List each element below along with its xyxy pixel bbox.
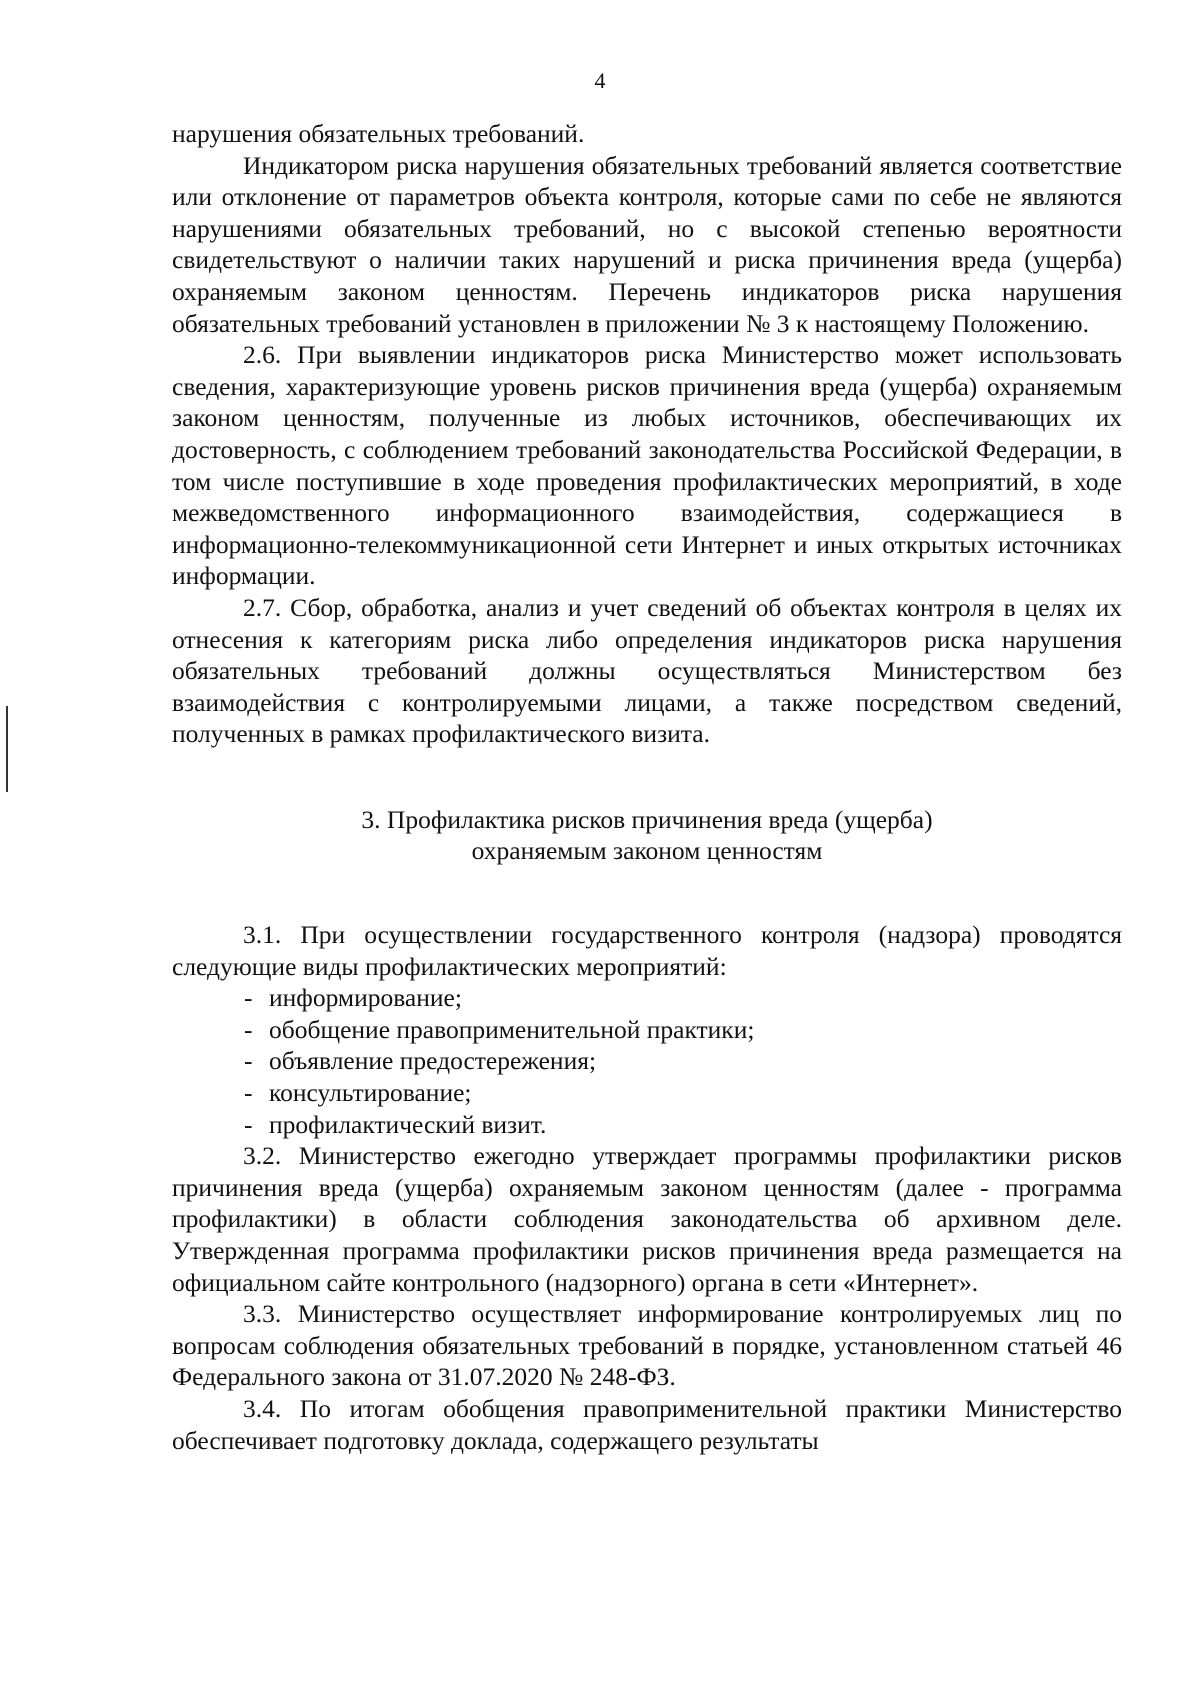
paragraph-3-1: 3.1. При осуществлении государственного контроля (надзора) проводятся следующие виды профилактических мероприятий: [172, 920, 1122, 981]
list-item: - консультирование; [244, 1078, 472, 1108]
dash-marker: - [244, 1046, 253, 1076]
dash-marker: - [244, 1109, 253, 1139]
list-item: - информирование; [244, 983, 462, 1013]
section-heading-line-2: охраняемым законом ценностям [471, 836, 823, 866]
paragraph-2-7: 2.7. Сбор, обработка, анализ и учет сведений об объектах контроля в целях их отнесения к категориям риска либо определения индикаторов риска нарушения обязательных требований должны осуществляться Министерством без взаимодействия с контролируемыми лицами, а также посредством сведений, полученных в рамках профилактического визита. [172, 592, 1122, 749]
section-heading [172, 804, 1122, 867]
paragraph-3-4: 3.4. По итогам обобщения правоприменительной практики Министерство обеспечивает подготовку доклада, содержащего результаты [172, 1393, 1122, 1455]
paragraph-continuation: нарушения обязательных требований. [172, 119, 585, 148]
list-item: - профилактический визит. [244, 1109, 547, 1139]
section-heading-line-1: 3. Профилактика рисков причинения вреда (ущерба) [361, 804, 933, 834]
prevention-measures-list [172, 982, 1122, 1140]
paragraph-risk-indicator: Индикатором риска нарушения обязательных требований является соответствие или отклонение от параметров объекта контроля, которые сами по себе не являются нарушениями обязательных требований, но с высокой степенью вероятности свидетельствуют о наличии таких нарушений и риска причинения вреда (ущерба) охраняемым законом ценностям. Перечень индикаторов риска нарушения обязательных требований установлен в приложении № 3 к настоящему Положению. [172, 150, 1122, 338]
dash-marker: - [244, 983, 253, 1013]
dash-marker: - [244, 1078, 253, 1108]
page-number: 4 [594, 68, 606, 93]
paragraph-3-3: 3.3. Министерство осуществляет информирование контролируемых лиц по вопросам соблюдения обязательных требований в порядке, установленном статьей 46 Федерального закона от 31.07.2020 № 248-ФЗ. [172, 1299, 1122, 1392]
document-body [172, 118, 1122, 1456]
dash-marker: - [244, 1014, 253, 1044]
paragraph-2-6: 2.6. При выявлении индикаторов риска Министерство может использовать сведения, характеризующие уровень рисков причинения вреда (ущерба) охраняемым законом ценностям, полученные из любых источников, обеспечивающих их достоверность, с соблюдением требований законодательства Российской Федерации, в том числе поступившие в ходе проведения профилактических мероприятий, в ходе межведомственного информационного взаимодействия, содержащиеся в информационно-телекоммуникационной сети Интернет и иных открытых источниках информации. [172, 340, 1122, 591]
list-item: - объявление предостережения; [244, 1046, 597, 1076]
scan-margin-mark [6, 706, 8, 792]
paragraph-3-2: 3.2. Министерство ежегодно утверждает программы профилактики рисков причинения вреда (ущерба) охраняемым законом ценностям (далее - программа профилактики) в области соблюдения законодательства об архивном деле. Утвержденная программа профилактики рисков причинения вреда размещается на официальном сайте контрольного (надзорного) органа в сети «Интернет». [172, 1141, 1122, 1297]
list-item: - обобщение правоприменительной практики; [244, 1014, 755, 1044]
